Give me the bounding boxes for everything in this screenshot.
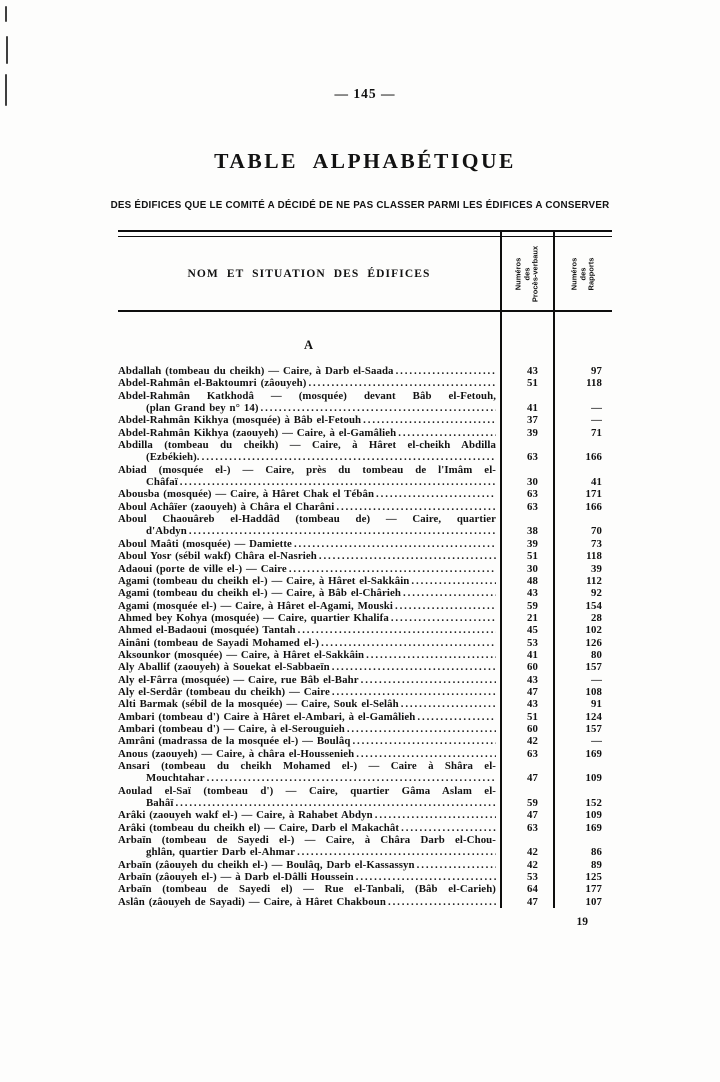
entry-line1: Arâki (zaouyeh wakf el-) — Caire, à Rahabet Abdyn ..... — [118, 809, 496, 821]
table-row — [118, 575, 612, 587]
entry-line1: Ansari (tombeau du cheikh Mohamed el-) — Caire à Shâra el- — [118, 760, 496, 772]
table-row — [118, 661, 612, 673]
dotted-leader — [259, 402, 496, 414]
scan-artifact — [6, 36, 8, 64]
entry-name — [118, 711, 500, 723]
pv-number: 37 — [527, 414, 538, 427]
entry-line2: d'Abdyn ..... — [118, 525, 496, 537]
rapport-number: 154 — [585, 599, 602, 612]
pv-number: 47 — [527, 809, 538, 822]
entry-line1: Ahmed bey Kohya (mosquée) — Caire, quartier Khalifa ..... — [118, 612, 496, 624]
table-row — [118, 822, 612, 834]
column-header-rapports — [553, 237, 612, 310]
pv-number: 43 — [527, 365, 538, 377]
pv-number: 47 — [527, 772, 538, 785]
entry-line1: Ambari (tombeau d') — Caire, à el-Serouguieh ..... — [118, 723, 496, 735]
rapport-number: 80 — [591, 648, 602, 661]
entry-line1: Abdel-Rahmân Katkhodâ — (mosquée) devant Bâb el-Fetouh, — [118, 389, 496, 402]
rapport-number: 39 — [591, 562, 602, 575]
dotted-leader — [334, 501, 496, 513]
rapport-number: 124 — [585, 710, 602, 723]
table-row — [118, 563, 612, 575]
rapport-number: 107 — [585, 895, 602, 908]
rapport-number: 177 — [585, 883, 602, 896]
pv-number: 64 — [527, 883, 538, 896]
rapport-number: 166 — [585, 500, 602, 513]
table-top-double-rule — [118, 230, 612, 237]
entry-name — [118, 674, 500, 686]
entry-line2: Bahâï ..... — [118, 797, 496, 809]
dotted-leader — [389, 612, 496, 624]
entry-name — [118, 649, 500, 661]
pv-number: 59 — [527, 599, 538, 612]
dotted-leader — [361, 414, 496, 426]
table-header-rule — [118, 310, 612, 312]
entry-name — [118, 390, 500, 415]
scan-artifact — [5, 6, 7, 22]
table-row — [118, 748, 612, 760]
entry-line1: Ambari (tombeau d') Caire à Hâret el-Ambari, à el-Gamâlieh ..... — [118, 711, 496, 723]
header-line: Numéros — [512, 257, 522, 290]
rapport-number: 86 — [591, 846, 602, 859]
pv-number: 59 — [527, 797, 538, 810]
entry-name — [118, 612, 500, 624]
pv-number: 47 — [527, 685, 538, 698]
table-header — [118, 237, 612, 310]
section-letter: A — [303, 338, 315, 352]
entry-name — [118, 735, 500, 747]
rapport-number: — — [591, 402, 602, 415]
entry-line1: Abousba (mosquée) — Caire, à Hâret Chak el Tébân ..... — [118, 488, 496, 500]
table-row — [118, 612, 612, 624]
entry-line1: Ahmed el-Badaoui (mosquée) Tantah ..... — [118, 624, 496, 636]
entry-line1: Aboul Maâti (mosquée) — Damiette ..... — [118, 538, 496, 550]
rapport-number: 28 — [591, 611, 602, 624]
table-row — [118, 649, 612, 661]
table-body — [118, 338, 612, 908]
pv-number: 43 — [527, 673, 538, 686]
entry-line1: Agami (mosquée el-) — Caire, à Hâret el-Agami, Mouski ..... — [118, 600, 496, 612]
entry-line1: Abdel-Rahmân Kikhya (zaouyeh) — Caire, à el-Gamâlieh ..... — [118, 427, 496, 439]
pv-number: 51 — [527, 710, 538, 723]
entry-name — [118, 575, 500, 587]
pv-number: 21 — [527, 611, 538, 624]
pv-number: 47 — [527, 895, 538, 908]
entry-name — [118, 896, 500, 908]
pv-number: 41 — [527, 402, 538, 415]
table-row — [118, 735, 612, 747]
table-row — [118, 834, 612, 859]
entry-name — [118, 488, 500, 500]
header-line: des — [577, 267, 587, 280]
entry-line1: Abdallah (tombeau du cheikh) — Caire, à Darb el-Saada ..... — [118, 365, 496, 377]
dotted-leader — [386, 896, 496, 908]
entry-line2: (Ezbékieh). ..... — [118, 451, 496, 463]
entry-line1: Aboul Yosr (sébil wakf) Châra el-Nasrieh ..... — [118, 550, 496, 562]
header-line: des — [521, 267, 531, 280]
column-separator — [500, 230, 502, 908]
dotted-leader — [319, 637, 496, 649]
table-row — [118, 686, 612, 698]
entry-line2: Mouchtahar ..... — [118, 772, 496, 784]
entry-name — [118, 871, 500, 883]
pv-number: 53 — [527, 871, 538, 884]
rapport-number: 169 — [585, 821, 602, 834]
entry-line1: Abdilla (tombeau du cheikh) — Caire, à Hâret el-cheikh Abdilla — [118, 439, 496, 452]
rapport-number: 108 — [585, 685, 602, 698]
dotted-leader — [409, 575, 496, 587]
entry-line1: Abdel-Rahmân Kikhya (mosquée) à Bâb el-Fetouh ..... — [118, 414, 496, 426]
entry-line1: Abiad (mosquée el-) — Caire, près du tombeau de l'Imâm el- — [118, 463, 496, 476]
table-row — [118, 439, 612, 464]
table-row — [118, 711, 612, 723]
entry-name — [118, 809, 500, 821]
pv-number: 30 — [527, 476, 538, 489]
rapport-number: 92 — [591, 587, 602, 600]
entry-line1: Amrâni (madrassa de la mosquée el-) — Boulâq ..... — [118, 735, 496, 747]
entry-name — [118, 538, 500, 550]
table-row — [118, 501, 612, 513]
pv-number: 38 — [527, 525, 538, 538]
entry-name — [118, 883, 500, 895]
rapport-number: 109 — [585, 809, 602, 822]
entry-name — [118, 686, 500, 698]
dotted-leader — [178, 476, 496, 488]
dotted-leader — [317, 550, 496, 562]
rapport-number: 91 — [591, 698, 602, 711]
entry-name — [118, 550, 500, 562]
rapport-number: 70 — [591, 525, 602, 538]
header-line: Procès-verbaux — [529, 245, 539, 302]
dotted-leader — [187, 525, 496, 537]
table-row — [118, 587, 612, 599]
entry-name — [118, 698, 500, 710]
entry-line1: Arbaïn (zâouyeh el-) — à Darb el-Dâlli Houssein ..... — [118, 871, 496, 883]
table-row — [118, 365, 612, 377]
dotted-leader — [399, 822, 496, 834]
rapport-number: 112 — [586, 574, 602, 587]
rapport-number: 157 — [585, 661, 602, 674]
entry-line1: Arbaïn (tombeau de Sayedi el) — Rue el-Tanbali, (Bâb el-Carieh) — [118, 883, 496, 896]
table-row — [118, 377, 612, 389]
rapport-number: — — [591, 673, 602, 686]
pv-number: 45 — [527, 624, 538, 637]
entry-name — [118, 464, 500, 489]
rapport-number: 109 — [585, 772, 602, 785]
dotted-leader — [345, 723, 496, 735]
dotted-leader — [354, 748, 496, 760]
pv-number: 42 — [527, 735, 538, 748]
dotted-leader — [374, 488, 496, 500]
entry-line2: ghlân, quartier Darb el-Ahmar ..... — [118, 846, 496, 858]
table-row — [118, 427, 612, 439]
dotted-leader — [359, 674, 496, 686]
page-number: — 145 — — [334, 86, 396, 101]
entry-line1: Agami (tombeau du cheikh el-) — Caire, à Bâb el-Chârieh ..... — [118, 587, 496, 599]
rapport-number: 166 — [585, 451, 602, 464]
pv-number: 43 — [527, 587, 538, 600]
table-row — [118, 760, 612, 785]
entry-line1: Aboul Chaouâreb el-Haddâd (tombeau de) — Caire, quartier — [118, 513, 496, 526]
entry-name — [118, 427, 500, 439]
entry-line1: Aly Aballif (zaouyeh) à Souekat el-Sabbaeïn ..... — [118, 661, 496, 673]
entry-name — [118, 760, 500, 785]
dotted-leader — [350, 735, 496, 747]
entry-line1: Ainâni (tombeau de Sayadi Mohamed el-) ..... — [118, 637, 496, 649]
dotted-leader — [205, 772, 496, 784]
rapport-number: 152 — [585, 797, 602, 810]
entry-line1: Agami (tombeau du cheikh el-) — Caire, à Hâret el-Sakkâin ..... — [118, 575, 496, 587]
rapport-number: 89 — [591, 858, 602, 871]
column-header-proces-verbaux — [500, 237, 553, 310]
dotted-leader — [330, 661, 496, 673]
table-row — [118, 414, 612, 426]
entry-line1: Aly el-Serdâr (tombeau du cheikh) — Caire ..... — [118, 686, 496, 698]
entry-name — [118, 859, 500, 871]
pv-number: 63 — [527, 451, 538, 464]
entry-line2: Châfaï ..... — [118, 476, 496, 488]
rapport-number: 41 — [591, 476, 602, 489]
pv-number: 39 — [527, 537, 538, 550]
header-line: Rapports — [585, 257, 595, 290]
rapport-number: 118 — [586, 377, 602, 390]
dotted-leader — [415, 711, 496, 723]
entry-line1: Aboul Achâïer (zaouyeh) à Châra el Charâni ..... — [118, 501, 496, 513]
table-row — [118, 637, 612, 649]
rapport-number: 157 — [585, 722, 602, 735]
entry-name — [118, 563, 500, 575]
dotted-leader — [354, 871, 496, 883]
dotted-leader — [200, 451, 496, 463]
pv-number: 30 — [527, 562, 538, 575]
table-row — [118, 896, 612, 908]
dotted-leader — [393, 600, 496, 612]
pv-number: 42 — [527, 846, 538, 859]
dotted-leader — [364, 649, 496, 661]
pv-number: 60 — [527, 722, 538, 735]
pv-number: 51 — [527, 550, 538, 563]
rapport-number: — — [591, 414, 602, 427]
entry-line1: Arbaïn (tombeau de Sayedi el-) — Caire, à Châra Darb el-Chou- — [118, 834, 496, 847]
rapport-number: 125 — [585, 871, 602, 884]
table-row — [118, 785, 612, 810]
entry-name — [118, 785, 500, 810]
entry-name — [118, 365, 500, 377]
pv-number: 60 — [527, 661, 538, 674]
rapport-number: 71 — [591, 426, 602, 439]
table-row — [118, 883, 612, 895]
column-header-name: NOM ET SITUATION DES ÉDIFICES — [187, 268, 431, 280]
column-separator — [553, 230, 555, 908]
page-signature: 19 — [576, 916, 588, 928]
entry-line1: Aly el-Fârra (mosquée) — Caire, rue Bâb el-Bahr ..... — [118, 674, 496, 686]
table-row — [118, 698, 612, 710]
rapport-number: 73 — [591, 537, 602, 550]
entry-name — [118, 501, 500, 513]
dotted-leader — [295, 846, 496, 858]
entry-line1: Abdel-Rahmân el-Baktoumri (zâouyeh) ..... — [118, 377, 496, 389]
entry-line1: Anous (zaouyeh) — Caire, à châra el-Houssenieh ..... — [118, 748, 496, 760]
table-row — [118, 723, 612, 735]
dotted-leader — [174, 797, 496, 809]
entry-name — [118, 822, 500, 834]
dotted-leader — [330, 686, 496, 698]
rapport-number: 118 — [586, 550, 602, 563]
dotted-leader — [292, 538, 496, 550]
dotted-leader — [415, 859, 496, 871]
entry-name — [118, 377, 500, 389]
table-row — [118, 871, 612, 883]
dotted-leader — [396, 427, 496, 439]
pv-number: 41 — [527, 648, 538, 661]
pv-number: 43 — [527, 698, 538, 711]
entry-name — [118, 439, 500, 464]
entry-line1: Aoulad el-Saï (tombeau d') — Caire, quartier Gâma Aslam el- — [118, 784, 496, 797]
entry-name — [118, 748, 500, 760]
entry-name — [118, 414, 500, 426]
entry-name — [118, 661, 500, 673]
document-subtitle: DES ÉDIFICES QUE LE COMITÉ A DÉCIDÉ DE NE PAS CLASSER PARMI LES ÉDIFICES A CONSERVER — [110, 200, 610, 211]
pv-number: 42 — [527, 858, 538, 871]
entry-name — [118, 834, 500, 859]
table-row — [118, 624, 612, 636]
rapport-number: 169 — [585, 747, 602, 760]
edifices-table — [118, 230, 612, 908]
dotted-leader — [373, 809, 496, 821]
entry-name — [118, 587, 500, 599]
entry-line1: Aksounkor (mosquée) — Caire, à Hâret el-Sakkâin ..... — [118, 649, 496, 661]
table-row — [118, 809, 612, 821]
dotted-leader — [306, 377, 496, 389]
entry-line1: Adaoui (porte de ville el-) — Caire ..... — [118, 563, 496, 575]
pv-number: 63 — [527, 747, 538, 760]
entry-name — [118, 723, 500, 735]
rapport-number: 97 — [591, 365, 602, 377]
entry-line1: Arbaïn (zâouyeh du cheikh el-) — Boulâq, Darb el-Kassassyn ..... — [118, 859, 496, 871]
pv-number: 39 — [527, 426, 538, 439]
pv-number: 53 — [527, 636, 538, 649]
table-row — [118, 488, 612, 500]
entry-name — [118, 513, 500, 538]
entry-name — [118, 624, 500, 636]
table-row — [118, 674, 612, 686]
dotted-leader — [394, 365, 496, 377]
pv-number: 63 — [527, 500, 538, 513]
rapport-number: 102 — [585, 624, 602, 637]
table-row — [118, 464, 612, 489]
rapport-number: — — [591, 735, 602, 748]
table-row — [118, 390, 612, 415]
pv-number: 48 — [527, 574, 538, 587]
scan-artifact — [5, 74, 7, 106]
rapport-number: 126 — [585, 636, 602, 649]
table-row — [118, 513, 612, 538]
dotted-leader — [296, 624, 496, 636]
document-title: TABLE ALPHABÉTIQUE — [214, 149, 516, 173]
rapport-number: 171 — [585, 488, 602, 501]
entry-line2: (plan Grand bey n° 14) ..... — [118, 402, 496, 414]
table-row — [118, 859, 612, 871]
dotted-leader — [401, 587, 496, 599]
entry-line1: Arâki (tombeau du cheikh el) — Caire, Darb el Makachât ..... — [118, 822, 496, 834]
pv-number: 51 — [527, 377, 538, 390]
entry-name — [118, 600, 500, 612]
entry-line1: Alti Barmak (sébil de la mosquée) — Caire, Souk el-Selâh ..... — [118, 698, 496, 710]
dotted-leader — [287, 563, 496, 575]
table-row — [118, 600, 612, 612]
entry-name — [118, 637, 500, 649]
table-row — [118, 538, 612, 550]
entry-line1: Aslân (zâouyeh de Sayadi) — Caire, à Hâret Chakboun ..... — [118, 896, 496, 908]
pv-number: 63 — [527, 821, 538, 834]
pv-number: 63 — [527, 488, 538, 501]
header-line: Numéros — [568, 257, 578, 290]
table-row — [118, 550, 612, 562]
dotted-leader — [399, 698, 496, 710]
